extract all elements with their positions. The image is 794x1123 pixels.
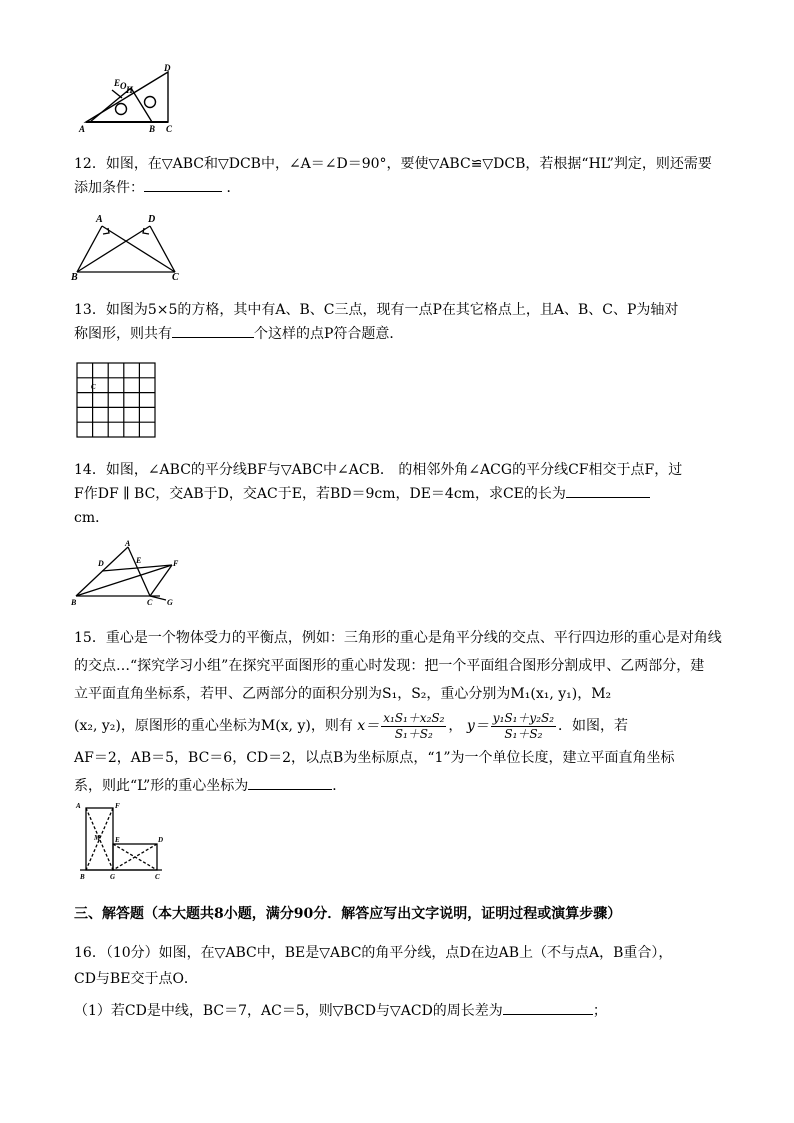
q13-line2b: 个这样的点P符合题意． bbox=[254, 326, 404, 342]
fig12-label-b: B bbox=[71, 272, 78, 282]
question-13 bbox=[74, 298, 724, 346]
q15-line4b: ．如图，若 bbox=[558, 718, 629, 734]
fig11-label-d: D bbox=[164, 63, 171, 73]
q15-line4a: (x₂, y₂)，原图形的重心坐标为M(x, y)，则有 bbox=[74, 718, 353, 734]
q16-line2: CD与BE交于点O． bbox=[74, 971, 198, 987]
fig15-label-m: M bbox=[94, 834, 101, 842]
fig13-label-c: C bbox=[91, 383, 96, 391]
formula-x-lhs: x＝ bbox=[357, 718, 380, 734]
fig11-label-a: A bbox=[79, 124, 86, 134]
fig15-label-a: A bbox=[76, 802, 81, 810]
formula-y-numerator: y₁S₁＋y₂S₂ bbox=[492, 710, 555, 725]
fig12-label-d: D bbox=[148, 214, 156, 225]
q13-line2a: 称图形，则共有 bbox=[74, 326, 172, 342]
q12-tail: ． bbox=[226, 180, 241, 196]
fig11-label-e: E bbox=[114, 78, 121, 88]
fig15-label-e: E bbox=[115, 836, 120, 844]
formula-y-denominator: S₁＋S₂ bbox=[504, 726, 543, 741]
question-12 bbox=[74, 152, 724, 200]
fig11-label-b: B bbox=[149, 124, 156, 134]
q14-answer-blank[interactable] bbox=[566, 483, 650, 498]
fig15-label-d: D bbox=[158, 836, 164, 844]
q15-line6a: 系，则此“L”形的重心坐标为 bbox=[74, 778, 249, 794]
q15-answer-blank[interactable] bbox=[248, 775, 332, 790]
fig14-label-f: F bbox=[173, 559, 179, 568]
q12-text: 12．如图，在▽ABC和▽DCB中，∠A＝∠D＝90°，要使▽ABC≌▽DCB，若根据“HL”判定，则还需要添加条件： bbox=[74, 156, 712, 196]
q16-part1: （1）若CD是中线，BC＝7，AC＝5，则▽BCD与▽ACD的周长差为 bbox=[74, 1003, 503, 1019]
figure-q12 bbox=[70, 210, 185, 282]
formula-y-fraction bbox=[491, 711, 556, 742]
q15-line1: 15．重心是一个物体受力的平衡点，例如：三角形的重心是角平分线的交点、平行四边形的重心是对角线 bbox=[74, 630, 722, 646]
question-15 bbox=[74, 624, 724, 800]
q13-line1: 13．如图为5×5的方格，其中有A、B、C三点，现有一点P在其它格点上，且A、B、C、P为轴对 bbox=[74, 302, 679, 318]
fig14-label-e: E bbox=[136, 556, 142, 565]
fig11-label-o: O bbox=[120, 81, 127, 91]
q13-answer-blank[interactable] bbox=[172, 323, 254, 338]
question-14 bbox=[74, 458, 724, 530]
fig11-label-h: H bbox=[126, 85, 134, 95]
fig15-label-g: G bbox=[110, 873, 116, 881]
q16-part1-tail: ； bbox=[592, 1003, 607, 1019]
fig14-label-c: C bbox=[147, 598, 153, 607]
figure-q15-l-shape bbox=[72, 800, 170, 882]
q15-line6b: ． bbox=[332, 778, 347, 794]
section-3-heading: 三、解答题（本大题共8小题，满分90分．解答应写出文字说明，证明过程或演算步骤） bbox=[74, 906, 622, 922]
fig14-label-d: D bbox=[98, 559, 104, 568]
q16-answer-blank[interactable] bbox=[503, 1000, 593, 1015]
q14-line1: 14．如图，∠ABC的平分线BF与▽ABC中∠ACB． 的相邻外角∠ACG的平分线CF相交于点F，过 bbox=[74, 462, 683, 478]
formula-x-fraction bbox=[381, 711, 446, 742]
q15-line5: AF＝2，AB＝5，BC＝6，CD＝2，以点B为坐标原点，“1”为一个单位长度，建立平面直角坐标 bbox=[74, 750, 675, 766]
figure-q11 bbox=[76, 62, 186, 138]
q14-line2: F作DF ∥ BC，交AB于D，交AC于E，若BD＝9cm，DE＝4cm，求CE的长为 bbox=[74, 486, 566, 502]
question-16 bbox=[74, 940, 724, 1024]
fig15-label-b: B bbox=[80, 873, 85, 881]
fig15-label-f: F bbox=[115, 802, 120, 810]
figure-q13-grid bbox=[75, 361, 157, 441]
fig14-label-g: G bbox=[167, 598, 173, 607]
fig12-label-c: C bbox=[172, 272, 179, 282]
q14-line3: cm． bbox=[74, 510, 110, 526]
q16-line1: 16．（10分）如图，在▽ABC中，BE是▽ABC的角平分线，点D在边AB上（不与点A，B重合）， bbox=[74, 945, 673, 961]
q15-line2: 的交点…“探究学习小组”在探究平面图形的重心时发现：把一个平面组合图形分割成甲、乙两部分，建 bbox=[74, 658, 705, 674]
formula-x-denominator: S₁＋S₂ bbox=[394, 726, 433, 741]
figure-q14 bbox=[70, 540, 185, 608]
formula-separator: ， bbox=[448, 718, 463, 734]
fig14-label-b: B bbox=[71, 598, 77, 607]
q15-line3: 立平面直角坐标系，若甲、乙两部分的面积分别为S₁，S₂，重心分别为M₁(x₁, y₁)，M₂ bbox=[74, 686, 612, 702]
q12-answer-blank[interactable] bbox=[144, 177, 222, 192]
fig15-label-c: C bbox=[155, 873, 160, 881]
fig12-label-a: A bbox=[96, 214, 103, 225]
formula-x-numerator: x₁S₁＋x₂S₂ bbox=[383, 710, 445, 725]
formula-y-lhs: y＝ bbox=[466, 718, 489, 734]
fig11-label-c: C bbox=[166, 124, 173, 134]
fig14-label-a: A bbox=[125, 540, 131, 548]
